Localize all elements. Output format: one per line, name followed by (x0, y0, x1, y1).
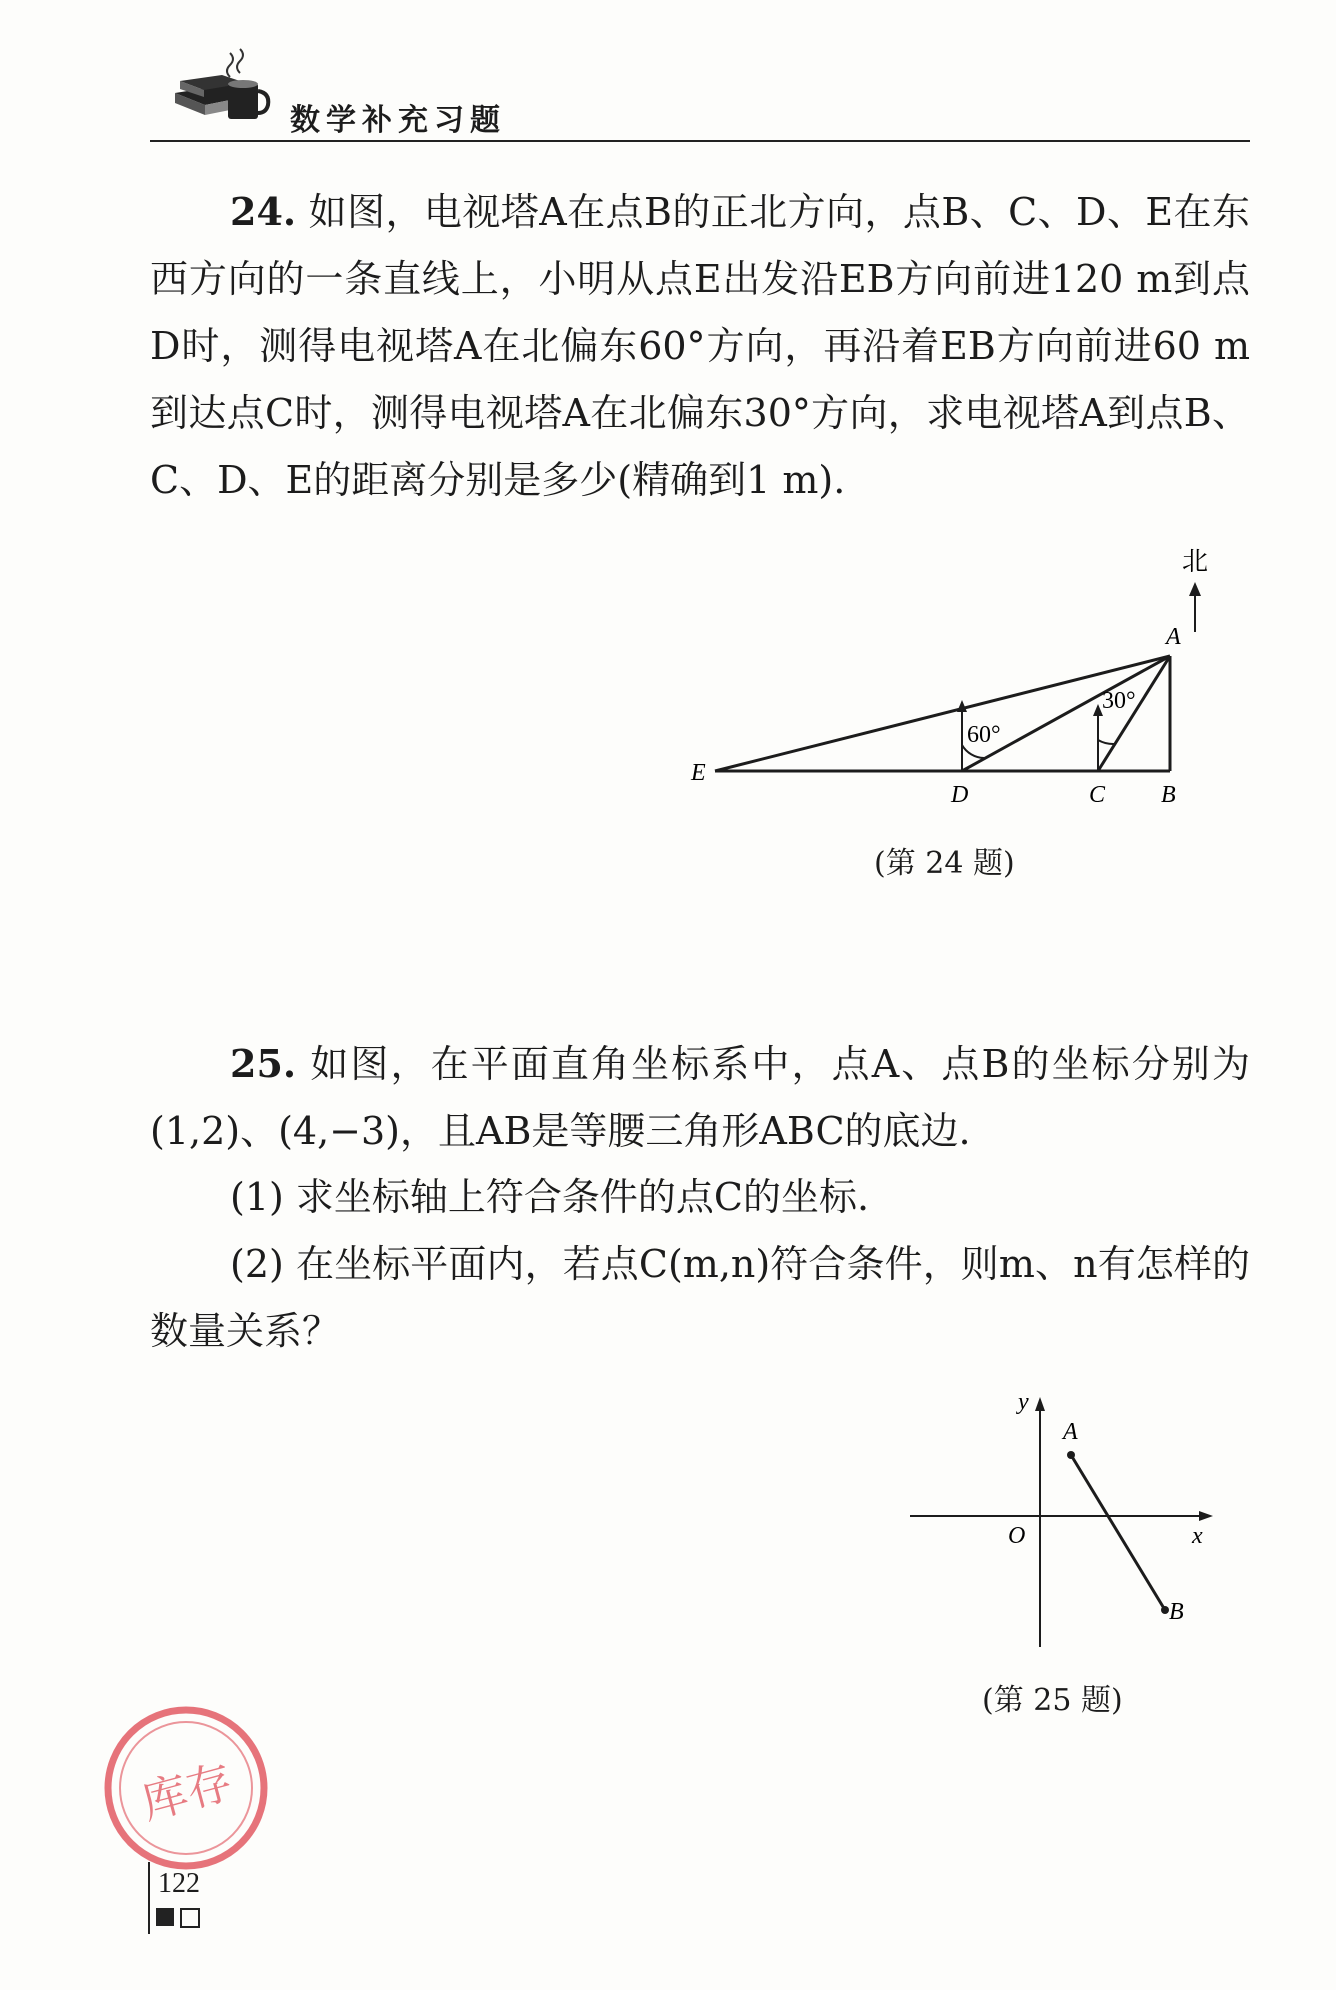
x-axis-arrow-icon (1199, 1511, 1213, 1521)
y-axis-label: y (1018, 1389, 1029, 1415)
north-arrow-icon (1189, 582, 1201, 596)
point-e-label: E (691, 760, 706, 786)
figure-24 (680, 540, 1220, 820)
problem-25-part2: (2) 在坐标平面内，若点C(m,n)符合条件，则m、n有怎样的数量关系？ (150, 1242, 1250, 1353)
book-and-coffee-cup-icon (170, 45, 285, 130)
problem-25-part1: (1) 求坐标轴上符合条件的点C的坐标. (230, 1175, 870, 1219)
point-d-label: D (951, 782, 969, 808)
angle-30-label: 30° (1102, 688, 1136, 714)
north-label: 北 (1181, 547, 1209, 576)
empty-square-icon (180, 1908, 200, 1928)
point-b-label: B (1161, 782, 1176, 808)
problem-25-text (150, 1030, 1250, 1165)
library-stamp (96, 1700, 276, 1875)
problem-25-body: 如图，在平面直角坐标系中，点A、点B的坐标分别为(1,2)、(4,−3)，且AB是等腰三角形ABC的底边. (150, 1042, 1250, 1153)
point-a-label: A (1166, 624, 1181, 650)
figure-25 (900, 1385, 1230, 1655)
point-a-label-25: A (1063, 1419, 1078, 1445)
segment-ab (1071, 1455, 1165, 1610)
filled-square-icon (156, 1908, 174, 1926)
caption-24: (第 24 题) (874, 846, 1015, 881)
point-b-label-25: B (1169, 1599, 1184, 1625)
page-number: 122 (158, 1868, 200, 1899)
point-b-dot (1161, 1606, 1169, 1614)
y-axis-arrow-icon (1035, 1397, 1045, 1411)
header-rule (150, 140, 1250, 142)
page-number-rule (148, 1862, 150, 1934)
problem-24-number: 24. (230, 189, 297, 234)
point-c-label: C (1089, 782, 1106, 808)
x-axis-label: x (1192, 1523, 1203, 1549)
problem-24-text (150, 178, 1250, 514)
angle-60-label: 60° (967, 722, 1001, 748)
origin-label: O (1008, 1523, 1026, 1549)
problem-25-number: 25. (230, 1041, 297, 1086)
svg-text:库存: 库存 (136, 1755, 239, 1829)
point-a-dot (1067, 1451, 1075, 1459)
line-da (962, 656, 1170, 771)
problem-24-body: 如图，电视塔A在点B的正北方向，点B、C、D、E在东西方向的一条直线上，小明从点E出发沿EB方向前进120 m到点D时，测得电视塔A在北偏东60°方向，再沿着EB方向前进60 m到达点C时，测得电视塔A在北偏东30°方向，求电视塔A到点B、C、D、E的距离分别是多少(精确到1 m). (150, 190, 1250, 502)
header-title: 数学补充习题 (290, 103, 506, 138)
caption-25: (第 25 题) (982, 1683, 1123, 1718)
